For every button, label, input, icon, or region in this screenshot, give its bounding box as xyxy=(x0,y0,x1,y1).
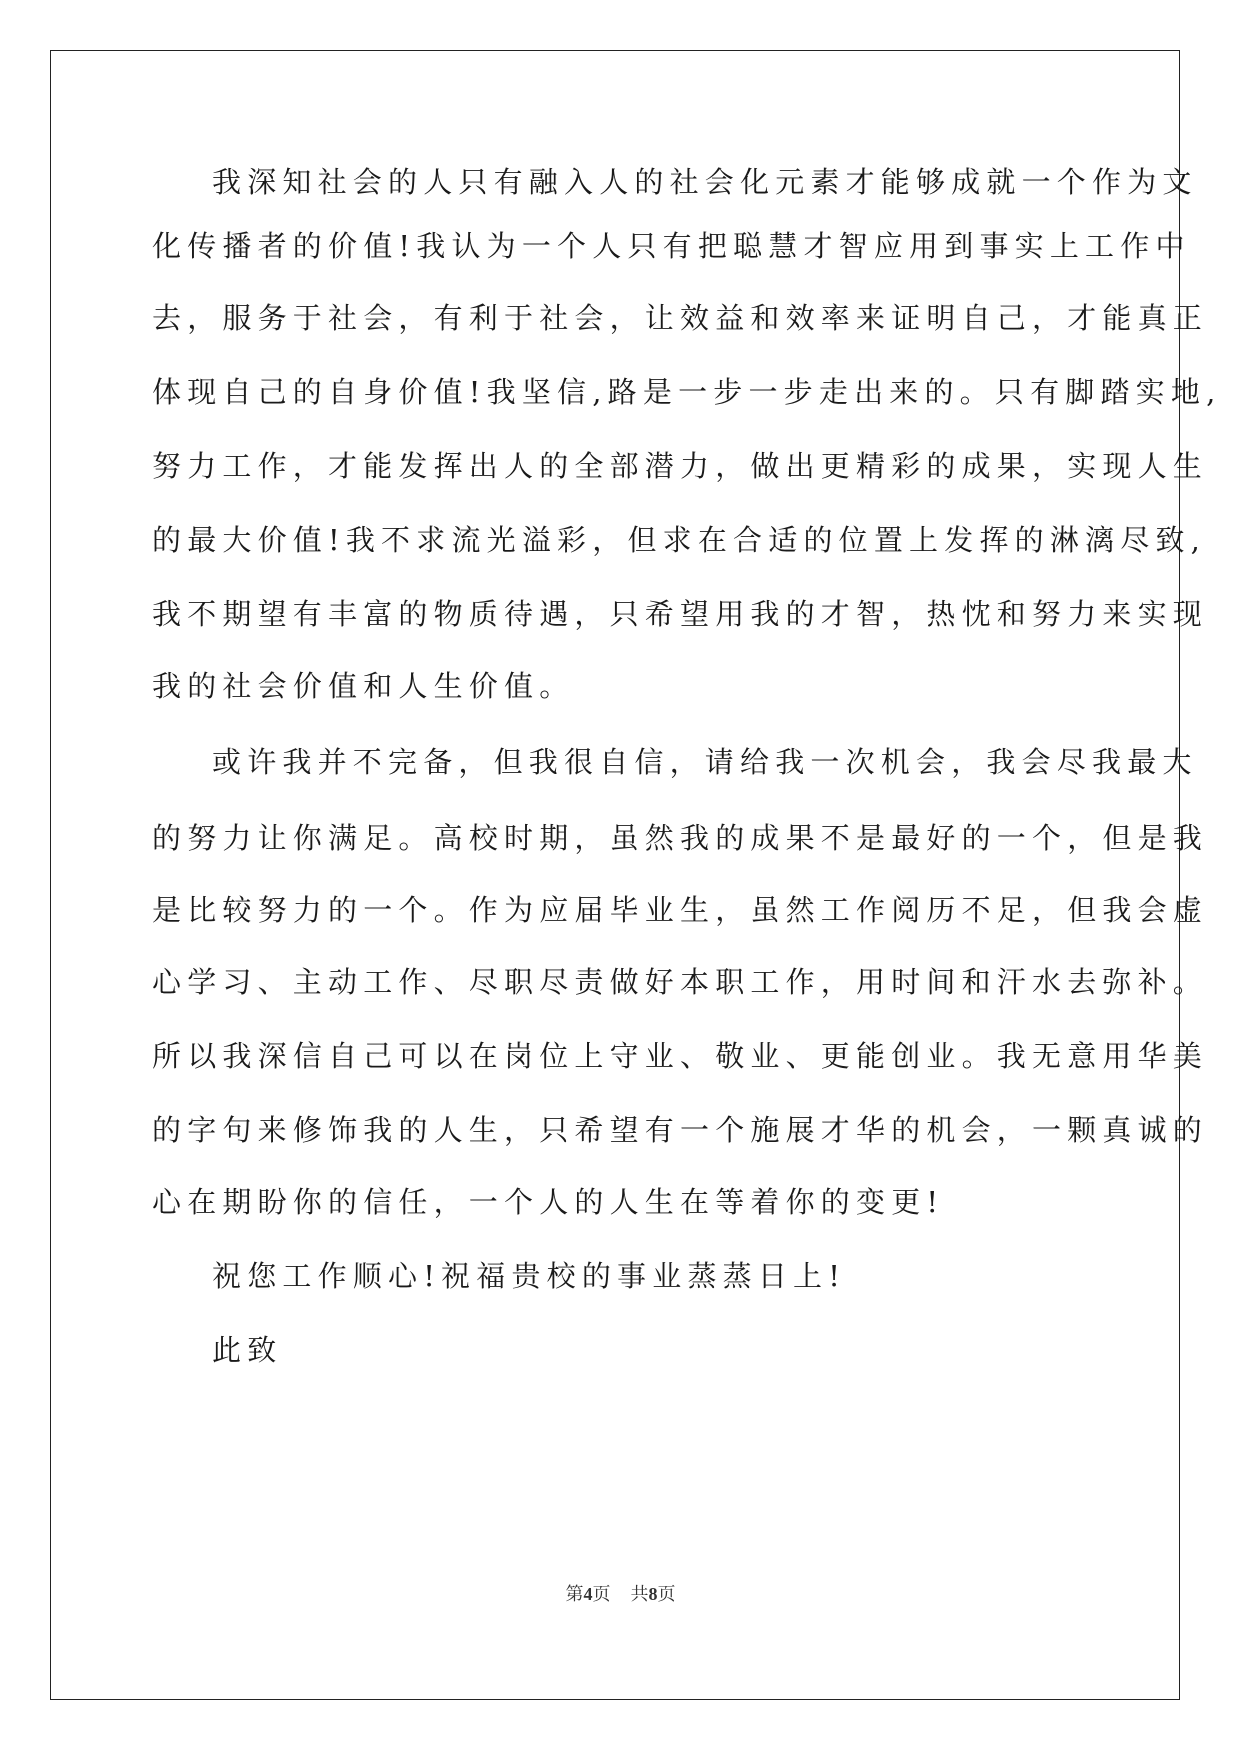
text-line: 我不期望有丰富的物质待遇，只希望用我的才智，热忱和努力来实现 xyxy=(152,597,1209,631)
salutation: 此致 xyxy=(212,1333,283,1367)
text-line: 的努力让你满足。高校时期，虽然我的成果不是最好的一个，但是我 xyxy=(152,821,1209,855)
total-pages: 8 xyxy=(648,1584,658,1604)
page-suffix: 页 xyxy=(592,1584,611,1604)
total-prefix: 共 xyxy=(630,1584,649,1604)
text-line: 体现自己的自身价值!我坚信,路是一步一步走出来的。只有脚踏实地, xyxy=(152,375,1222,409)
text-line: 或许我并不完备，但我很自信，请给我一次机会，我会尽我最大 xyxy=(212,745,1198,779)
text-line: 努力工作，才能发挥出人的全部潜力，做出更精彩的成果，实现人生 xyxy=(152,449,1209,483)
text-line: 去，服务于社会，有利于社会，让效益和效率来证明自己，才能真正 xyxy=(152,301,1209,335)
total-suffix: 页 xyxy=(657,1584,676,1604)
text-line: 所以我深信自己可以在岗位上守业、敬业、更能创业。我无意用华美 xyxy=(152,1039,1209,1073)
closing-wish: 祝您工作顺心!祝福贵校的事业蒸蒸日上! xyxy=(212,1259,847,1293)
text-line: 化传播者的价值!我认为一个人只有把聪慧才智应用到事实上工作中 xyxy=(152,229,1191,263)
text-line: 心在期盼你的信任，一个人的人生在等着你的变更! xyxy=(152,1185,945,1219)
page-prefix: 第 xyxy=(565,1584,584,1604)
text-line: 心学习、主动工作、尽职尽责做好本职工作，用时间和汗水去弥补。 xyxy=(152,965,1209,999)
text-line: 是比较努力的一个。作为应届毕业生，虽然工作阅历不足，但我会虚 xyxy=(152,893,1209,927)
text-line: 的最大价值!我不求流光溢彩，但求在合适的位置上发挥的淋漓尽致, xyxy=(152,523,1207,557)
text-line: 我的社会价值和人生价值。 xyxy=(152,669,575,703)
text-line: 的字句来修饰我的人生，只希望有一个施展才华的机会，一颗真诚的 xyxy=(152,1113,1209,1147)
page-indicator xyxy=(0,1580,1241,1606)
text-line: 我深知社会的人只有融入人的社会化元素才能够成就一个作为文 xyxy=(212,165,1198,199)
page-number: 4 xyxy=(583,1584,593,1604)
